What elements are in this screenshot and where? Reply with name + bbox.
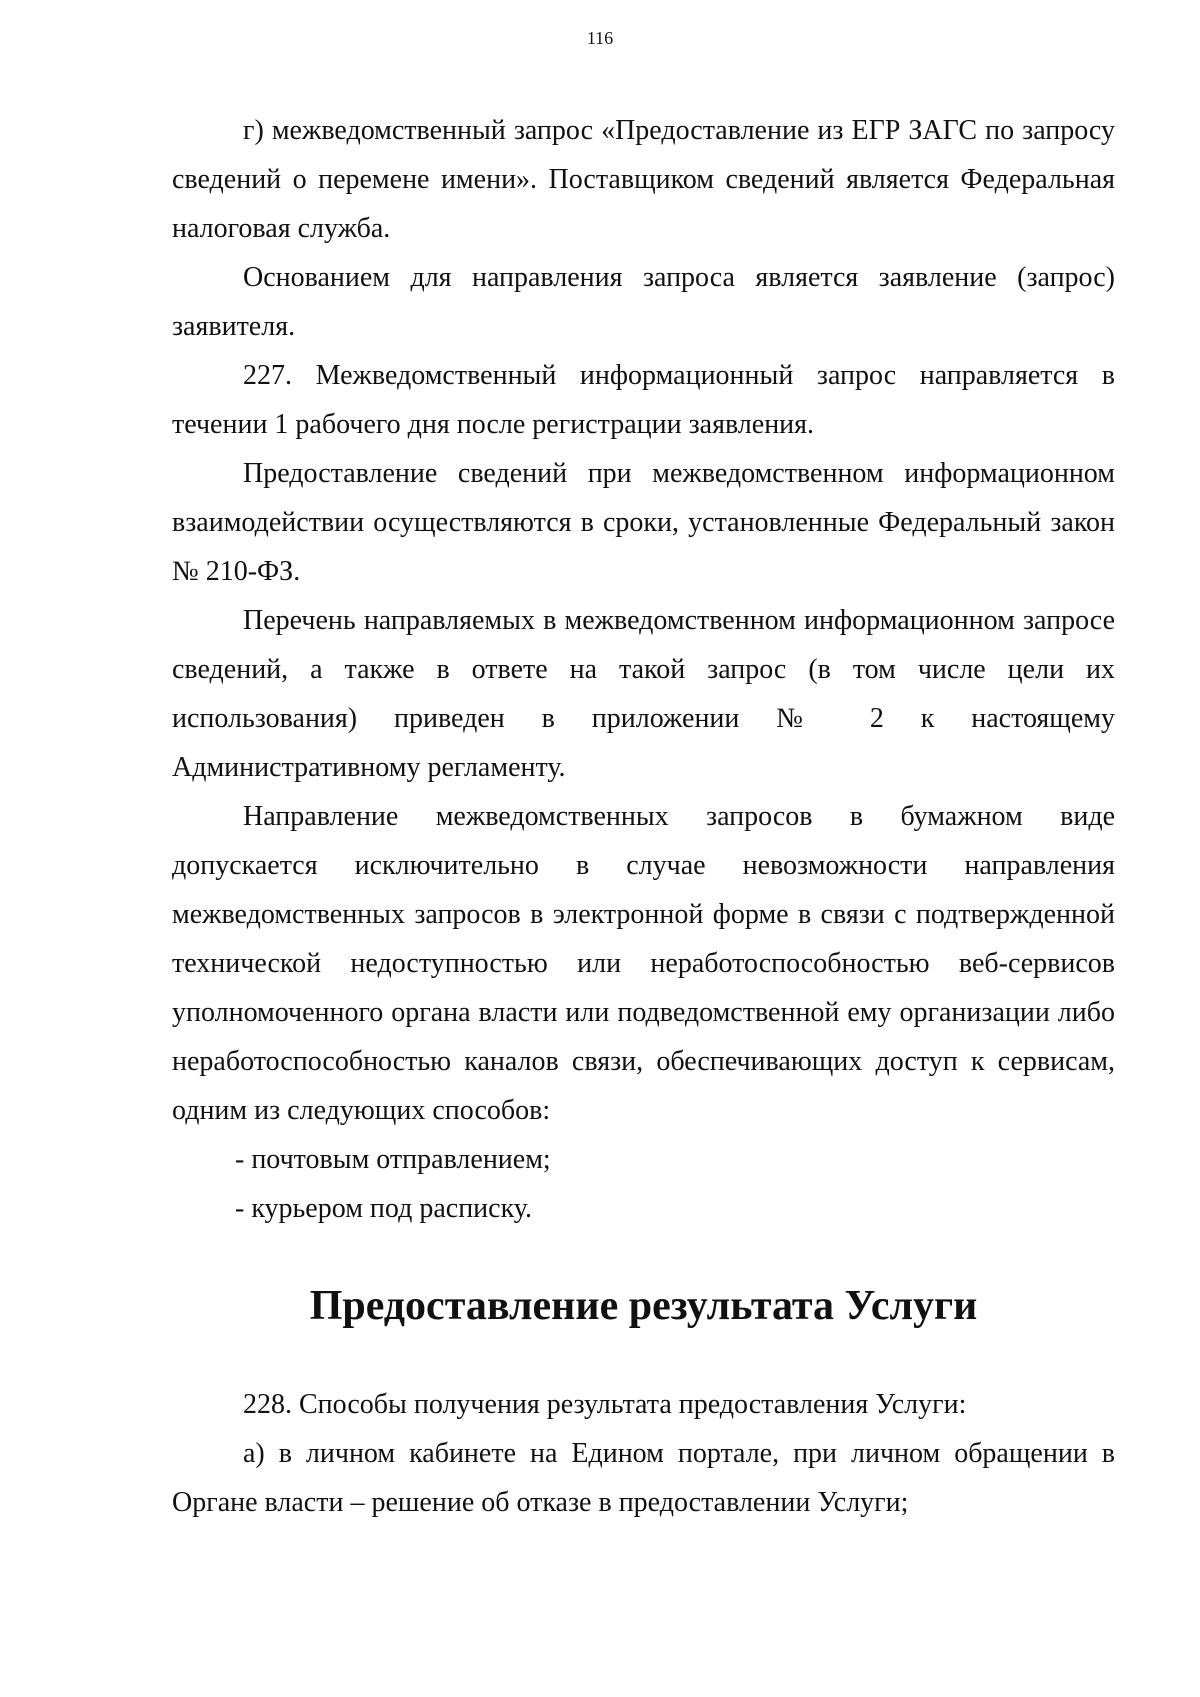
paragraph-info-provision-terms: Предоставление сведений при межведомственном информационном взаимодействии осуществляются в сроки, установленные Федеральный закон № 210-ФЗ. bbox=[172, 458, 1115, 587]
paragraph-227: 227. Межведомственный информационный запрос направляется в течении 1 рабочего дня после регистрации заявления. bbox=[172, 360, 1115, 440]
list-item-postal: - почтовым отправлением; bbox=[235, 1144, 551, 1175]
paragraph-interagency-request-g: г) межведомственный запрос «Предоставление из ЕГР ЗАГС по запросу сведений о перемене имени». Поставщиком сведений является Федеральная налоговая служба. bbox=[172, 115, 1115, 244]
page-number: 116 bbox=[586, 28, 614, 48]
list-item-courier: - курьером под расписку. bbox=[235, 1193, 532, 1224]
document-body bbox=[172, 106, 1115, 1527]
paragraph-information-list: Перечень направляемых в межведомственном информационном запросе сведений, а также в ответе на такой запрос (в том числе цели их использования) приведен в приложении № 2 к настоящему Административному регламенту. bbox=[172, 605, 1115, 783]
section-heading: Предоставление результата Услуги bbox=[309, 1283, 978, 1329]
paragraph-paper-requests: Направление межведомственных запросов в бумажном виде допускается исключительно в случае невозможности направления межведомственных запросов в электронной форме в связи с подтвержденной технической недоступностью или неработоспособностью веб-сервисов уполномоченного органа власти или подведомственной ему организации либо неработоспособностью каналов связи, обеспечивающих доступ к сервисам, одним из следующих способов: bbox=[172, 801, 1115, 1126]
paragraph-228: 228. Способы получения результата предоставления Услуги: bbox=[243, 1389, 967, 1420]
paragraph-request-basis: Основанием для направления запроса является заявление (запрос) заявителя. bbox=[172, 262, 1115, 342]
paragraph-228-a: а) в личном кабинете на Едином портале, при личном обращении в Органе власти – решение об отказе в предоставлении Услуги; bbox=[172, 1438, 1115, 1518]
